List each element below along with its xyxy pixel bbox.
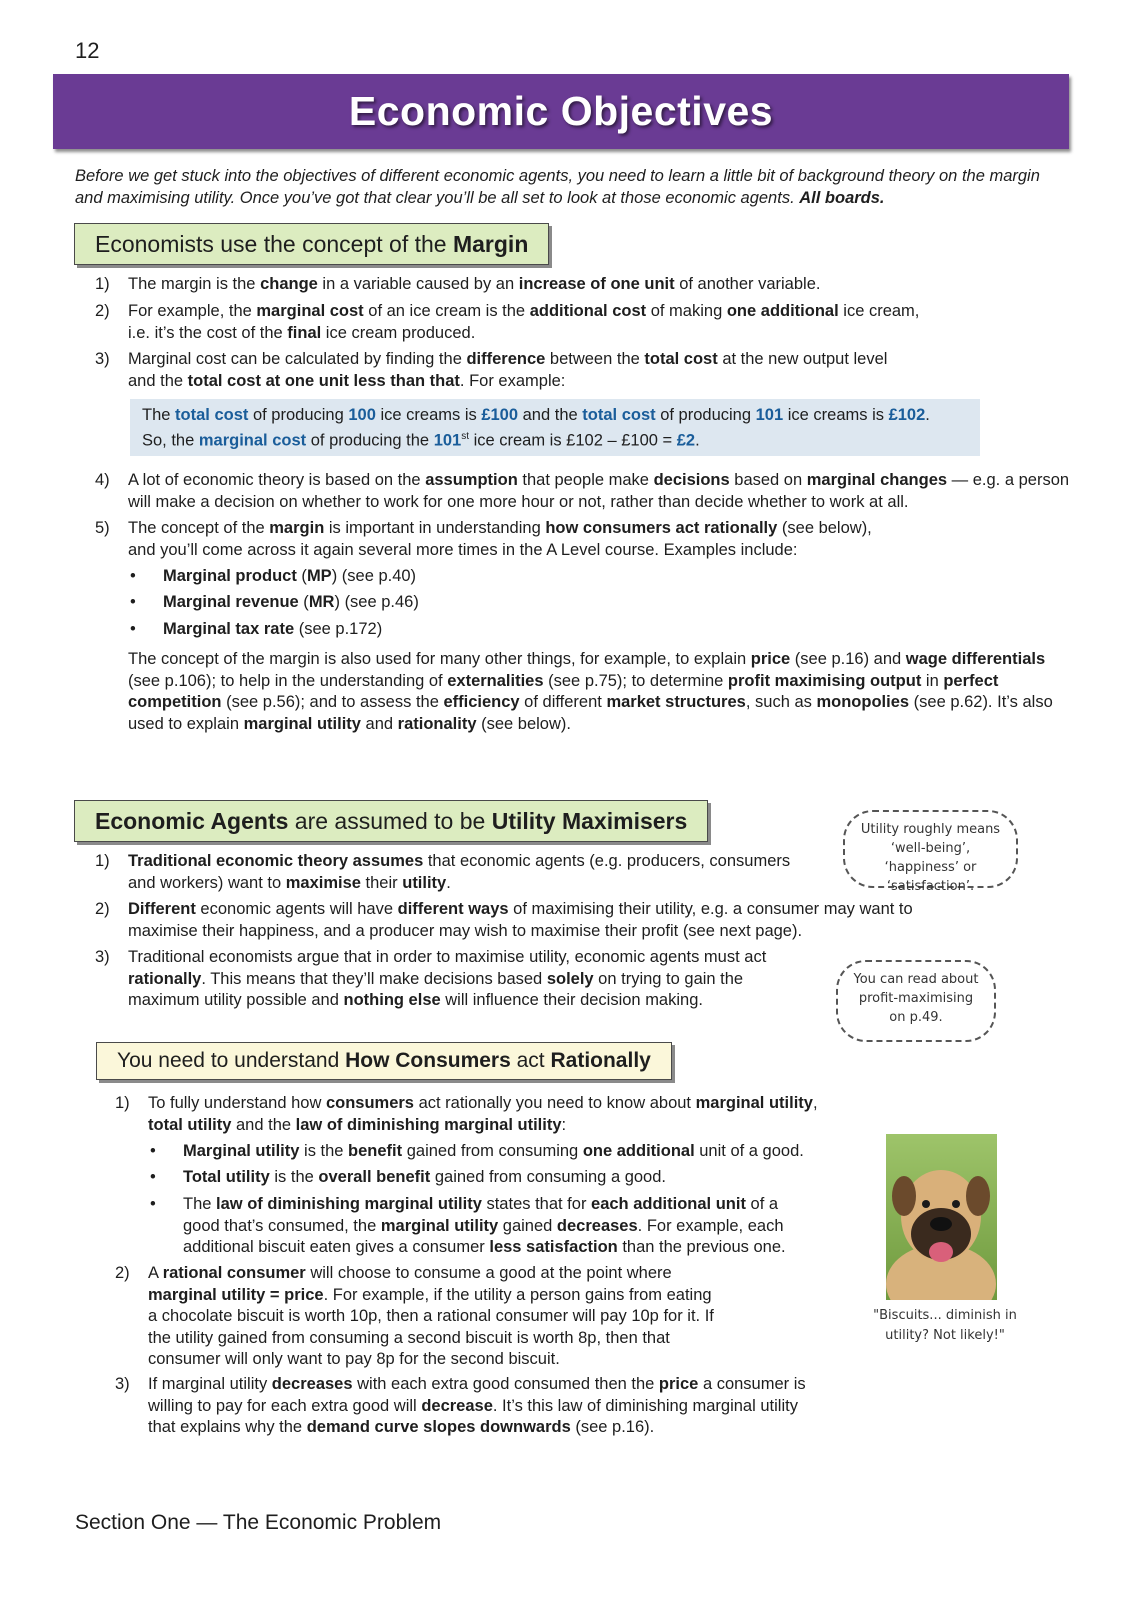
list-item: 4) A lot of economic theory is based on the assumption that people make decisions based on marginal changes — e.g. a person will make a decision on whether to work for one more hour or not, rather than decide whether to work at all. — [95, 471, 1070, 511]
heading-text: act — [510, 1049, 551, 1072]
list-item: 2) Different economic agents will have different ways of maximising their utility, e.g. a consumer may want to maximise their happiness, and a producer may wish to maximise their profit (see next page). — [95, 900, 913, 940]
heading-bold: Margin — [452, 231, 529, 257]
heading-bold: Utility Maximisers — [491, 808, 688, 834]
section-heading-utility — [74, 800, 708, 842]
bullet-item: • Total utility is the overall benefit gained from consuming a good. — [150, 1168, 666, 1186]
item-number: 5) — [95, 519, 110, 537]
list-item: 2) A rational consumer will choose to consume a good at the point where marginal utility = price. For example, if the utility a person gains from eating a chocolate biscuit is worth 10p, then a rational consumer will pay 10p for it. If the utility gained from consuming a second biscuit is worth 8p, then that consumer will only want to pay 8p for the second biscuit. — [115, 1264, 714, 1368]
bullet-term: Marginal revenue — [163, 593, 299, 611]
list-item: 3) Marginal cost can be calculated by finding the difference between the total cost at the new output level and the total cost at one unit less than that. For example: — [95, 350, 888, 390]
bullet-term: Marginal tax rate — [163, 620, 295, 638]
section-heading-rational — [96, 1042, 672, 1080]
margin-paragraph: The concept of the margin is also used for many other things, for example, to explain price (see p.16) and wage differentials (see p.106); to help in the understanding of externalities (see p.75); to determine profit maximising output in perfect competition (see p.56); and to assess the efficiency of different market structures, such as monopolies (see p.62). It’s also used to explain marginal utility and rationality (see below). — [128, 650, 1053, 733]
bullet-item: • Marginal product (MP) (see p.40) — [130, 567, 417, 585]
intro-text — [75, 165, 1065, 209]
bullet-mid: ( — [296, 567, 307, 585]
item-number: 1) — [95, 852, 110, 870]
item-number: 2) — [115, 1264, 130, 1282]
item-number: 4) — [95, 471, 110, 489]
bullet-ref: ) (see p.40) — [331, 567, 417, 585]
item-number: 1) — [95, 275, 110, 293]
item-number: 2) — [95, 302, 110, 320]
list-item: 2) For example, the marginal cost of an ice cream is the additional cost of making one additional ice cream, i.e. it’s the cost of the final ice cream produced. — [95, 302, 920, 342]
heading-bold: Rationally — [550, 1049, 651, 1072]
heading-bold: How Consumers — [345, 1049, 511, 1072]
heading-text: Economists use the concept of the — [95, 231, 453, 257]
heading-text: are assumed to be — [288, 808, 492, 834]
item-number: 3) — [95, 350, 110, 368]
intro-boards: All boards. — [799, 189, 885, 207]
bullet-mid: ( — [298, 593, 309, 611]
item-number: 2) — [95, 900, 110, 918]
bullet-ref: (see p.172) — [294, 620, 383, 638]
section-heading-margin — [74, 223, 549, 265]
bullet-ref: ) (see p.46) — [334, 593, 419, 611]
intro-body: Before we get stuck into the objectives of different economic agents, you need to learn a little bit of background theory on the margin and maximising utility. Once you’ve got that clear you’ll be all set to look at those economic agents. — [75, 167, 1040, 207]
list-item: 1) Traditional economic theory assumes that economic agents (e.g. producers, consumers and workers) want to maximise their utility. — [95, 852, 791, 892]
title-banner — [53, 74, 1069, 149]
section-footer: Section One — The Economic Problem — [75, 1511, 442, 1534]
page-number: 12 — [75, 38, 100, 63]
heading-text: You need to understand — [117, 1049, 346, 1072]
list-item: 1) To fully understand how consumers act rationally you need to know about marginal utility, total utility and the law of diminishing marginal utility: — [115, 1094, 818, 1134]
bullet-item: • Marginal tax rate (see p.172) — [130, 620, 383, 638]
item-number: 1) — [115, 1094, 130, 1112]
dog-illustration — [886, 1134, 997, 1300]
page-title: Economic Objectives — [348, 88, 774, 134]
bullet-item: • The law of diminishing marginal utility states that for each additional unit of a good that’s consumed, the marginal utility gained decreases. For example, each additional biscuit eaten gives a consumer less satisfaction than the previous one. — [150, 1195, 786, 1256]
note-bubble-utility: Utility roughly means ‘well-being’, ‘happiness’ or ‘satisfaction’. — [843, 810, 1018, 888]
bullet-abbr: MP — [306, 567, 332, 585]
bullet-abbr: MR — [308, 593, 335, 611]
item-number: 3) — [115, 1375, 130, 1393]
note-bubble-profit: You can read about profit-maximising on p.49. — [836, 960, 996, 1042]
bullet-item: • Marginal revenue (MR) (see p.46) — [130, 593, 419, 611]
example-box: The total cost of producing 100 ice creams is £100 and the total cost of producing 101 ice creams is £102. So, the marginal cost of producing the 101st ice cream is £102 – £100 = £2. — [130, 399, 980, 456]
list-item: 3) If marginal utility decreases with each extra good consumed then the price a consumer is willing to pay for each extra good will decrease. It’s this law of diminishing marginal utility that explains why the demand curve slopes downwards (see p.16). — [115, 1375, 806, 1436]
item-number: 3) — [95, 948, 110, 966]
dog-photo — [886, 1134, 997, 1300]
heading-bold: Economic Agents — [95, 808, 289, 834]
list-item: 1) The margin is the change in a variable caused by an increase of one unit of another variable. — [95, 274, 1065, 296]
list-item: 5) The concept of the margin is important in understanding how consumers act rationally (see below), and you’ll come across it again several more times in the A Level course. Examples include: — [95, 519, 872, 559]
bullet-item: • Marginal utility is the benefit gained from consuming one additional unit of a good. — [150, 1142, 804, 1160]
photo-caption: "Biscuits... diminish in utility? Not likely!" — [873, 1308, 1017, 1343]
list-item: 3) Traditional economists argue that in order to maximise utility, economic agents must act rationally. This means that they’ll make decisions based solely on trying to gain the maximum utility possible and nothing else will influence their decision making. — [95, 948, 767, 1009]
bullet-term: Marginal product — [163, 567, 297, 585]
